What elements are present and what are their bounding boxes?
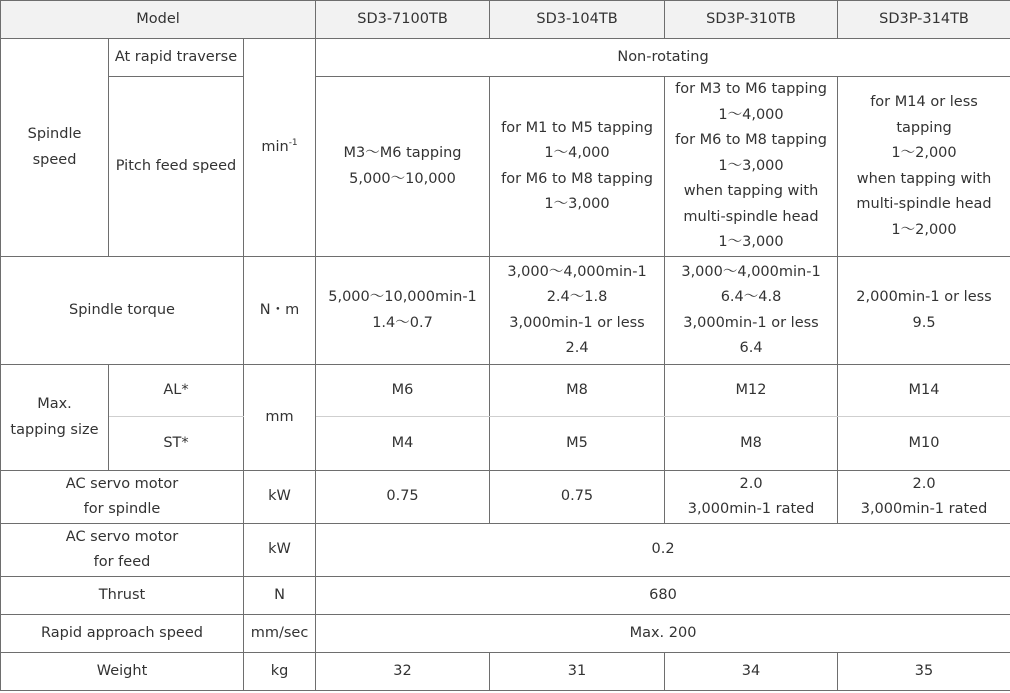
rapid-approach-label: Rapid approach speed (1, 615, 244, 653)
pitch-feed-value: for M14 or less tapping 1～2,000 when tapping with multi-spindle head 1～2,000 (838, 77, 1010, 257)
servo-feed-label: AC servo motor for feed (1, 524, 244, 577)
rapid-traverse-label: At rapid traverse (109, 39, 244, 77)
servo-feed-value: 0.2 (316, 524, 1010, 577)
spindle-torque-value: 3,000～4,000min-1 6.4～4.8 3,000min-1 or less 6.4 (665, 257, 838, 365)
st-value: M10 (838, 417, 1010, 471)
servo-spindle-unit: kW (244, 471, 316, 524)
servo-spindle-label: AC servo motor for spindle (1, 471, 244, 524)
spindle-torque-value: 3,000～4,000min-1 2.4～1.8 3,000min-1 or less 2.4 (490, 257, 665, 365)
model-name: SD3-7100TB (316, 1, 490, 39)
al-label: AL* (109, 365, 244, 417)
model-name: SD3P-310TB (665, 1, 838, 39)
servo-spindle-value: 2.0 3,000min-1 rated (665, 471, 838, 524)
pitch-feed-label: Pitch feed speed (109, 77, 244, 257)
model-name: SD3-104TB (490, 1, 665, 39)
weight-value: 35 (838, 653, 1010, 691)
weight-unit: kg (244, 653, 316, 691)
model-name: SD3P-314TB (838, 1, 1010, 39)
pitch-feed-value: for M1 to M5 tapping 1～4,000 for M6 to M8 tapping 1～3,000 (490, 77, 665, 257)
st-value: M5 (490, 417, 665, 471)
tapping-size-label: Max. tapping size (1, 365, 109, 471)
al-value: M6 (316, 365, 490, 417)
st-label: ST* (109, 417, 244, 471)
pitch-feed-value: M3～M6 tapping 5,000～10,000 (316, 77, 490, 257)
servo-spindle-value: 0.75 (316, 471, 490, 524)
rapid-approach-value: Max. 200 (316, 615, 1010, 653)
pitch-feed-value: for M3 to M6 tapping 1～4,000 for M6 to M8 tapping 1～3,000 when tapping with multi-spindle head 1～3,000 (665, 77, 838, 257)
thrust-label: Thrust (1, 577, 244, 615)
spindle-torque-value: 5,000～10,000min-1 1.4～0.7 (316, 257, 490, 365)
spindle-torque-value: 2,000min-1 or less 9.5 (838, 257, 1010, 365)
rapid-approach-unit: mm/sec (244, 615, 316, 653)
spindle-speed-unit: $\min^{-1}$ (244, 39, 316, 257)
servo-feed-unit: kW (244, 524, 316, 577)
st-value: M4 (316, 417, 490, 471)
thrust-value: 680 (316, 577, 1010, 615)
weight-value: 31 (490, 653, 665, 691)
servo-spindle-value: 2.0 3,000min-1 rated (838, 471, 1010, 524)
weight-value: 34 (665, 653, 838, 691)
spindle-torque-unit: N・m (244, 257, 316, 365)
st-value: M8 (665, 417, 838, 471)
al-value: M14 (838, 365, 1010, 417)
al-value: M12 (665, 365, 838, 417)
weight-label: Weight (1, 653, 244, 691)
weight-value: 32 (316, 653, 490, 691)
model-header: Model (1, 1, 316, 39)
spindle-speed-label: Spindle speed (1, 39, 109, 257)
tapping-size-unit: mm (244, 365, 316, 471)
rapid-traverse-value: Non-rotating (316, 39, 1010, 77)
al-value: M8 (490, 365, 665, 417)
thrust-unit: N (244, 577, 316, 615)
servo-spindle-value: 0.75 (490, 471, 665, 524)
spindle-torque-label: Spindle torque (1, 257, 244, 365)
